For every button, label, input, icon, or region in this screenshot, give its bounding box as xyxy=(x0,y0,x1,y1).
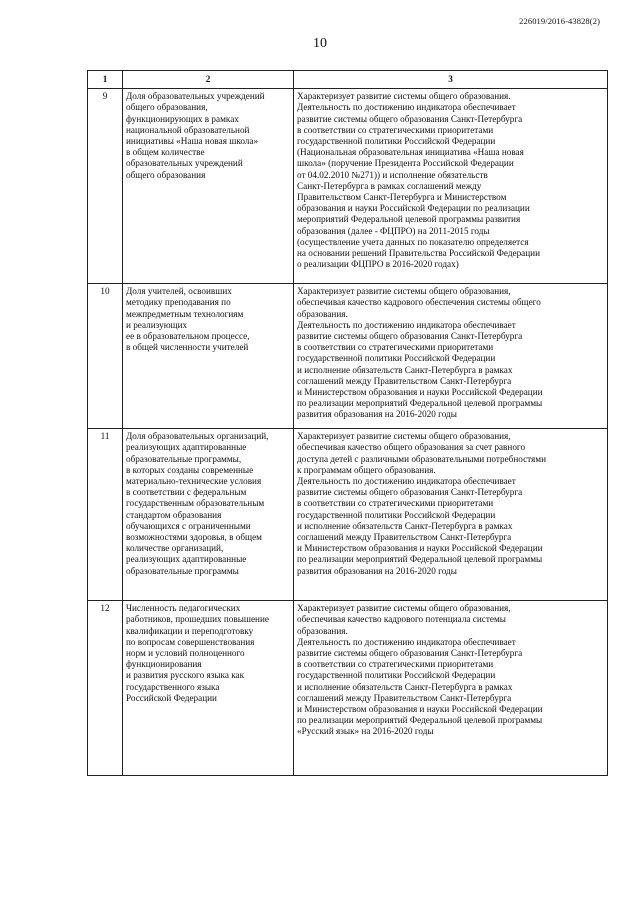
column-header: 3 xyxy=(294,71,608,89)
row-number: 12 xyxy=(88,601,123,776)
row-number: 9 xyxy=(88,89,123,284)
indicator-name: Доля образовательных учреждений общего образования, функционирующих в рамках национальной образовательной инициативы «Наша новая школа» в общем количестве образовательных учреждений общего образования xyxy=(123,89,294,284)
indicator-description: Характеризует развитие системы общего образования. Деятельность по достижению индикатора обеспечивает развитие системы общего образования Санкт-Петербурга в соответствии со стратегическими приоритетами государственной политики Российской Федерации (Национальная образовательная инициатива «Наша новая школа» (поручение Президента Российской Федерации от 04.02.2010 №271)) и исполнение обязательств Санкт-Петербурга в рамках соглашений между Правительством Санкт-Петербурга и Министерством образования и науки Российской Федерации по реализации мероприятий Федеральной целевой программы развития образования (далее - ФЦПРО) на 2011-2015 годы (осуществление учета данных по показателю определяется на основании решений Правительства Российской Федерации о реализации ФЦПРО в 2016-2020 годах) xyxy=(294,89,608,284)
table-row xyxy=(88,429,608,601)
indicator-description: Характеризует развитие системы общего образования, обеспечивая качество общего образования за счет равного доступа детей с различными образовательными потребностями к программам общего образования. Деятельность по достижению индикатора обеспечивает развитие системы общего образования Санкт-Петербурга в соответствии со стратегическими приоритетами государственной политики Российской Федерации и исполнение обязательств Санкт-Петербурга в рамках соглашений между Правительством Санкт-Петербурга и Министерством образования и науки Российской Федерации по реализации мероприятий Федеральной целевой программы развития образования на 2016-2020 годы xyxy=(294,429,608,601)
indicator-name: Численность педагогических работников, прошедших повышение квалификации и переподготовку по вопросам совершенствования норм и условий полноценного функционирования и развития русского языка как государственного языка Российской Федерации xyxy=(123,601,294,776)
indicator-description: Характеризует развитие системы общего образования, обеспечивая качество кадрового обеспечения системы общего образования. Деятельность по достижению индикатора обеспечивает развитие системы общего образования Санкт-Петербурга в соответствии со стратегическими приоритетами государственной политики Российской Федерации и исполнение обязательств Санкт-Петербурга в рамках соглашений между Правительством Санкт-Петербурга и Министерством образования и науки Российской Федерации по реализации мероприятий Федеральной целевой программы развития образования на 2016-2020 годы xyxy=(294,284,608,429)
row-number: 11 xyxy=(88,429,123,601)
indicators-table xyxy=(87,70,608,776)
column-header: 2 xyxy=(123,71,294,89)
column-header: 1 xyxy=(88,71,123,89)
document-id: 226019/2016-43828(2) xyxy=(519,16,600,26)
indicator-description: Характеризует развитие системы общего образования, обеспечивая качество кадрового потенциала системы образования. Деятельность по достижению индикатора обеспечивает развитие системы общего образования Санкт-Петербурга в соответствии со стратегическими приоритетами государственной политики Российской Федерации и исполнение обязательств Санкт-Петербурга в рамках соглашений между Правительством Санкт-Петербурга и Министерством образования и науки Российской Федерации по реализации мероприятий Федеральной целевой программы «Русский язык» на 2016-2020 годы xyxy=(294,601,608,776)
indicator-name: Доля образовательных организаций, реализующих адаптированные образовательные программы, в которых созданы современные материально-технические условия в соответствии с федеральным государственным образовательным стандартом образования обучающихся с ограниченными возможностями здоровья, в общем количестве организаций, реализующих адаптированные образовательные программы xyxy=(123,429,294,601)
table-row xyxy=(88,89,608,284)
row-number: 10 xyxy=(88,284,123,429)
page-number: 10 xyxy=(313,36,327,51)
table-row xyxy=(88,601,608,776)
indicator-name: Доля учителей, освоивших методику преподавания по межпредметным технологиям и реализующих ее в образовательном процессе, в общей численности учителей xyxy=(123,284,294,429)
table-header-row xyxy=(88,71,608,89)
table-row xyxy=(88,284,608,429)
